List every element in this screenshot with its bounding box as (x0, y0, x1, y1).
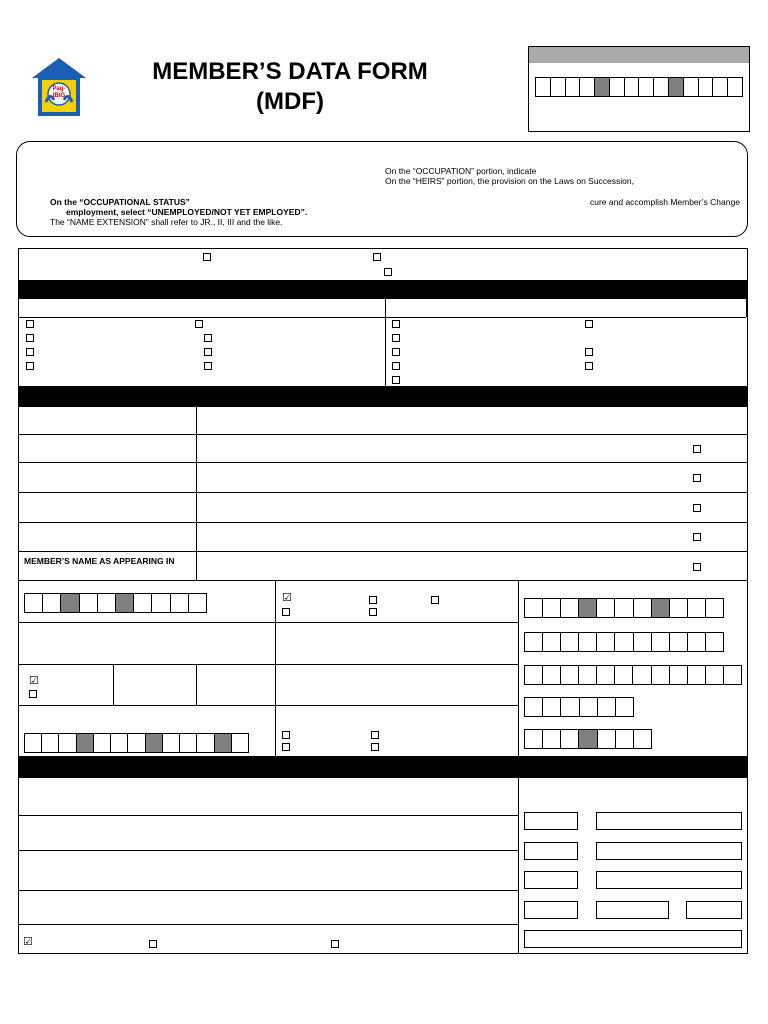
field-box[interactable] (524, 842, 578, 860)
field-box[interactable] (524, 812, 578, 830)
checkbox[interactable] (392, 362, 400, 370)
checked-box[interactable]: ☑ (282, 592, 292, 604)
id-cells[interactable] (524, 632, 724, 652)
checkbox[interactable] (29, 690, 37, 698)
checkbox[interactable] (371, 743, 379, 751)
divider (18, 317, 746, 318)
heirs-note: On the “HEIRS” portion, the provision on the Laws on Succession, (385, 176, 634, 186)
field-box[interactable] (524, 930, 742, 948)
divider (196, 664, 197, 705)
form-subtitle: (MDF) (256, 88, 324, 115)
checkbox[interactable] (392, 348, 400, 356)
checkbox[interactable] (431, 596, 439, 604)
section-header-bar (18, 386, 748, 407)
checked-box[interactable]: ☑ (23, 936, 33, 948)
divider (113, 664, 114, 705)
checkbox[interactable] (693, 474, 701, 482)
field-box[interactable] (596, 812, 742, 830)
divider (18, 664, 518, 665)
checkbox[interactable] (369, 608, 377, 616)
checkbox[interactable] (26, 348, 34, 356)
date-cells[interactable] (524, 729, 652, 749)
checkbox[interactable] (585, 320, 593, 328)
field-box[interactable] (596, 871, 742, 889)
divider (196, 407, 197, 580)
checkbox[interactable] (384, 268, 392, 276)
form-title: MEMBER’S DATA FORM (152, 58, 428, 85)
divider (18, 522, 748, 523)
checkbox[interactable] (693, 504, 701, 512)
section-header-bar (18, 280, 748, 299)
checkbox[interactable] (373, 253, 381, 261)
checkbox[interactable] (392, 334, 400, 342)
field-box[interactable] (524, 901, 578, 919)
mid-number-cells[interactable] (535, 77, 743, 97)
divider (18, 705, 518, 706)
divider (18, 622, 518, 623)
divider (18, 890, 518, 891)
checkbox[interactable] (204, 362, 212, 370)
change-note: cure and accomplish Member’s Change (590, 197, 740, 207)
id-cells-long[interactable] (524, 665, 742, 685)
checkbox[interactable] (369, 596, 377, 604)
divider (18, 850, 518, 851)
checkbox[interactable] (585, 348, 593, 356)
checkbox[interactable] (26, 334, 34, 342)
occ-status-note: On the “OCCUPATIONAL STATUS” (50, 197, 190, 207)
checkbox[interactable] (26, 320, 34, 328)
logo-text: Pag- IBIG (52, 86, 66, 99)
member-name-label: MEMBER’S NAME AS APPEARING IN (24, 556, 175, 566)
name-ext-note: The “NAME EXTENSION” shall refer to JR., II, III and the like. (50, 217, 283, 227)
divider (746, 299, 747, 317)
divider (275, 580, 276, 756)
checkbox[interactable] (195, 320, 203, 328)
short-cells[interactable] (524, 697, 634, 717)
checkbox[interactable] (371, 731, 379, 739)
checkbox[interactable] (282, 608, 290, 616)
field-box[interactable] (596, 901, 669, 919)
checkbox[interactable] (26, 362, 34, 370)
divider (18, 924, 518, 925)
checkbox[interactable] (585, 362, 593, 370)
checkbox[interactable] (203, 253, 211, 261)
divider (18, 434, 748, 435)
divider (18, 580, 748, 581)
divider (18, 462, 748, 463)
divider (385, 299, 386, 386)
checkbox[interactable] (204, 348, 212, 356)
checkbox[interactable] (392, 376, 400, 384)
tin-cells[interactable] (24, 733, 249, 753)
section-header-bar (18, 756, 748, 778)
pagibig-logo (30, 56, 88, 120)
checkbox[interactable] (282, 743, 290, 751)
checkbox[interactable] (693, 563, 701, 571)
checkbox[interactable] (693, 445, 701, 453)
checkbox[interactable] (392, 320, 400, 328)
divider (18, 492, 748, 493)
checked-box[interactable]: ☑ (29, 675, 39, 687)
sss-cells[interactable] (524, 598, 724, 618)
field-box[interactable] (524, 871, 578, 889)
divider (18, 551, 748, 552)
checkbox[interactable] (204, 334, 212, 342)
checkbox[interactable] (282, 731, 290, 739)
mid-number-header-bar (529, 47, 749, 63)
field-box[interactable] (596, 842, 742, 860)
divider (18, 815, 518, 816)
checkbox[interactable] (149, 940, 157, 948)
field-box[interactable] (686, 901, 742, 919)
occupation-note: On the “OCCUPATION” portion, indicate (385, 166, 537, 176)
divider (518, 778, 519, 954)
checkbox[interactable] (693, 533, 701, 541)
divider (518, 580, 519, 756)
birthdate-cells[interactable] (24, 593, 207, 613)
checkbox[interactable] (331, 940, 339, 948)
unemployed-note: employment, select “UNEMPLOYED/NOT YET EMPLOYED”. (66, 207, 308, 217)
